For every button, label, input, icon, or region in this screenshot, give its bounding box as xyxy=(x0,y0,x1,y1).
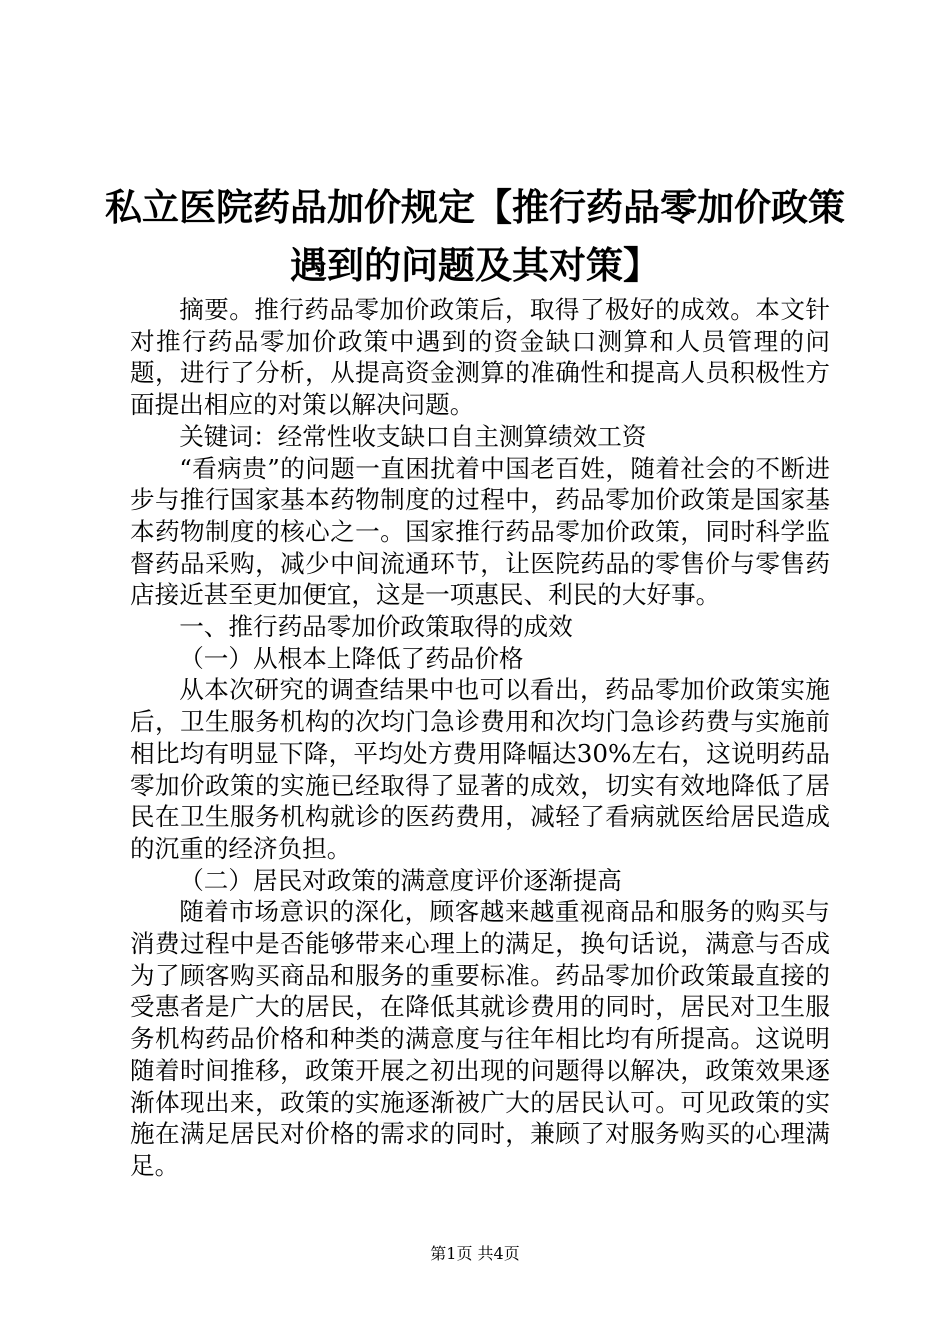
body-paragraph: 从本次研究的调查结果中也可以看出，药品零加价政策实施后，卫生服务机构的次均门急诊费用和次均门急诊药费与实施前相比均有明显下降，平均处方费用降幅达30%左右，这说明药品零加价政策的实施已经取得了显著的成效，切实有效地降低了居民在卫生服务机构就诊的医药费用，减轻了看病就医给居民造成的沉重的经济负担。 xyxy=(130,675,830,863)
document-title-line-2: 遇到的问题及其对策】 xyxy=(290,243,660,287)
abstract-paragraph: 摘要。推行药品零加价政策后，取得了极好的成效。本文针对推行药品零加价政策中遇到的资金缺口测算和人员管理的问题，进行了分析，从提高资金测算的准确性和提高人员积极性方面提出相应的对策以解决问题。 xyxy=(130,295,830,420)
document-body xyxy=(130,294,830,1182)
subsection-heading-1: （一）从根本上降低了药品价格 xyxy=(179,643,524,673)
intro-paragraph: “看病贵”的问题一直困扰着中国老百姓，随着社会的不断进步与推行国家基本药物制度的过程中，药品零加价政策是国家基本药物制度的核心之一。国家推行药品零加价政策，同时科学监督药品采购，减少中间流通环节，让医院药品的零售价与零售药店接近甚至更加便宜，这是一项惠民、利民的大好事。 xyxy=(130,453,830,610)
subsection-heading-2: （二）居民对政策的满意度评价逐渐提高 xyxy=(179,865,622,895)
body-paragraph: 随着市场意识的深化，顾客越来越重视商品和服务的购买与消费过程中是否能够带来心理上的满足，换句话说，满意与否成为了顾客购买商品和服务的重要标准。药品零加价政策最直接的受惠者是广大的居民，在降低其就诊费用的同时，居民对卫生服务机构药品价格和种类的满意度与往年相比均有所提高。这说明随着时间推移，政策开展之初出现的问题得以解决，政策效果逐渐体现出来，政策的实施逐渐被广大的居民认可。可见政策的实施在满足居民对价格的需求的同时，兼顾了对服务购买的心理满足。 xyxy=(130,897,830,1180)
section-heading-1: 一、推行药品零加价政策取得的成效 xyxy=(179,612,573,642)
document-title-line-1: 私立医院药品加价规定【推行药品零加价政策 xyxy=(105,185,845,229)
keywords-paragraph: 关键词：经常性收支缺口自主测算绩效工资 xyxy=(179,421,647,451)
page-footer: 第1页 共4页 xyxy=(430,1244,520,1263)
